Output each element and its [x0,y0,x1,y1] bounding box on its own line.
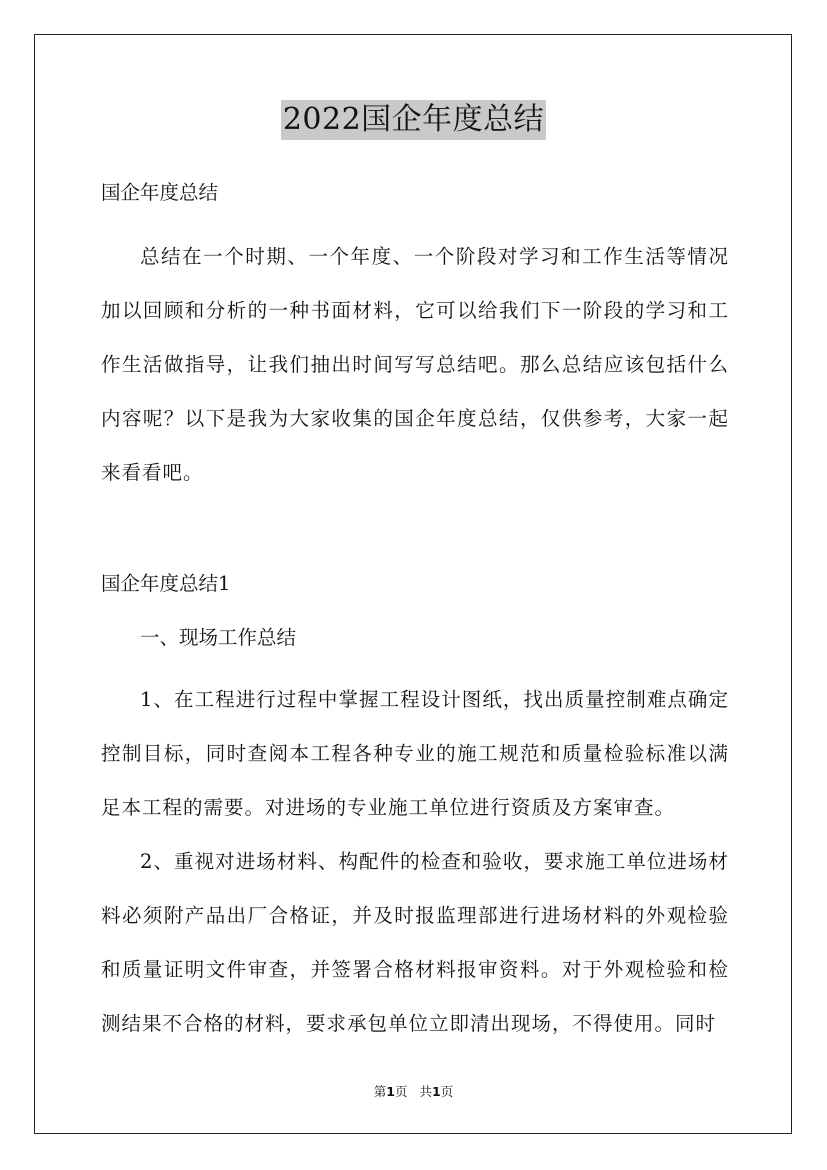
intro-paragraph: 总结在一个时期、一个年度、一个阶段对学习和工作生活等情况加以回顾和分析的一种书面材料，它可以给我们下一阶段的学习和工作生活做指导，让我们抽出时间写写总结吧。那么总结应该包括什么内容呢？以下是我为大家收集的国企年度总结，仅供参考，大家一起来看看吧。 [101,245,729,484]
current-page-number: 1 [386,1084,395,1099]
page-footer [0,1083,827,1101]
section-title: 国企年度总结1 [101,572,231,595]
total-prefix: 共 [419,1084,433,1099]
body-paragraph-2: 2、重视对进场材料、构配件的检查和验收，要求施工单位进场材料必须附产品出厂合格证，并及时报监理部进行进场材料的外观检验和质量证明文件审查，并签署合格材料报审资料。对于外观检验和检测结果不合格的材料，要求承包单位立即清出现场，不得使用。同时 [101,850,729,1035]
page-suffix: 页 [394,1084,408,1099]
body-paragraph-1: 1、在工程进行过程中掌握工程设计图纸，找出质量控制难点确定控制目标，同时查阅本工程各种专业的施工规范和质量检验标准以满足本工程的需要。对进场的专业施工单位进行资质及方案审查。 [101,688,729,819]
total-page-number: 1 [432,1084,441,1099]
document-title: 2022国企年度总结 [281,100,546,140]
total-suffix: 页 [440,1084,454,1099]
title-container [0,100,827,140]
page-prefix: 第 [373,1084,387,1099]
section-subheading: 一、现场工作总结 [140,626,297,649]
document-subtitle: 国企年度总结 [101,181,219,204]
document-body [101,175,729,1051]
